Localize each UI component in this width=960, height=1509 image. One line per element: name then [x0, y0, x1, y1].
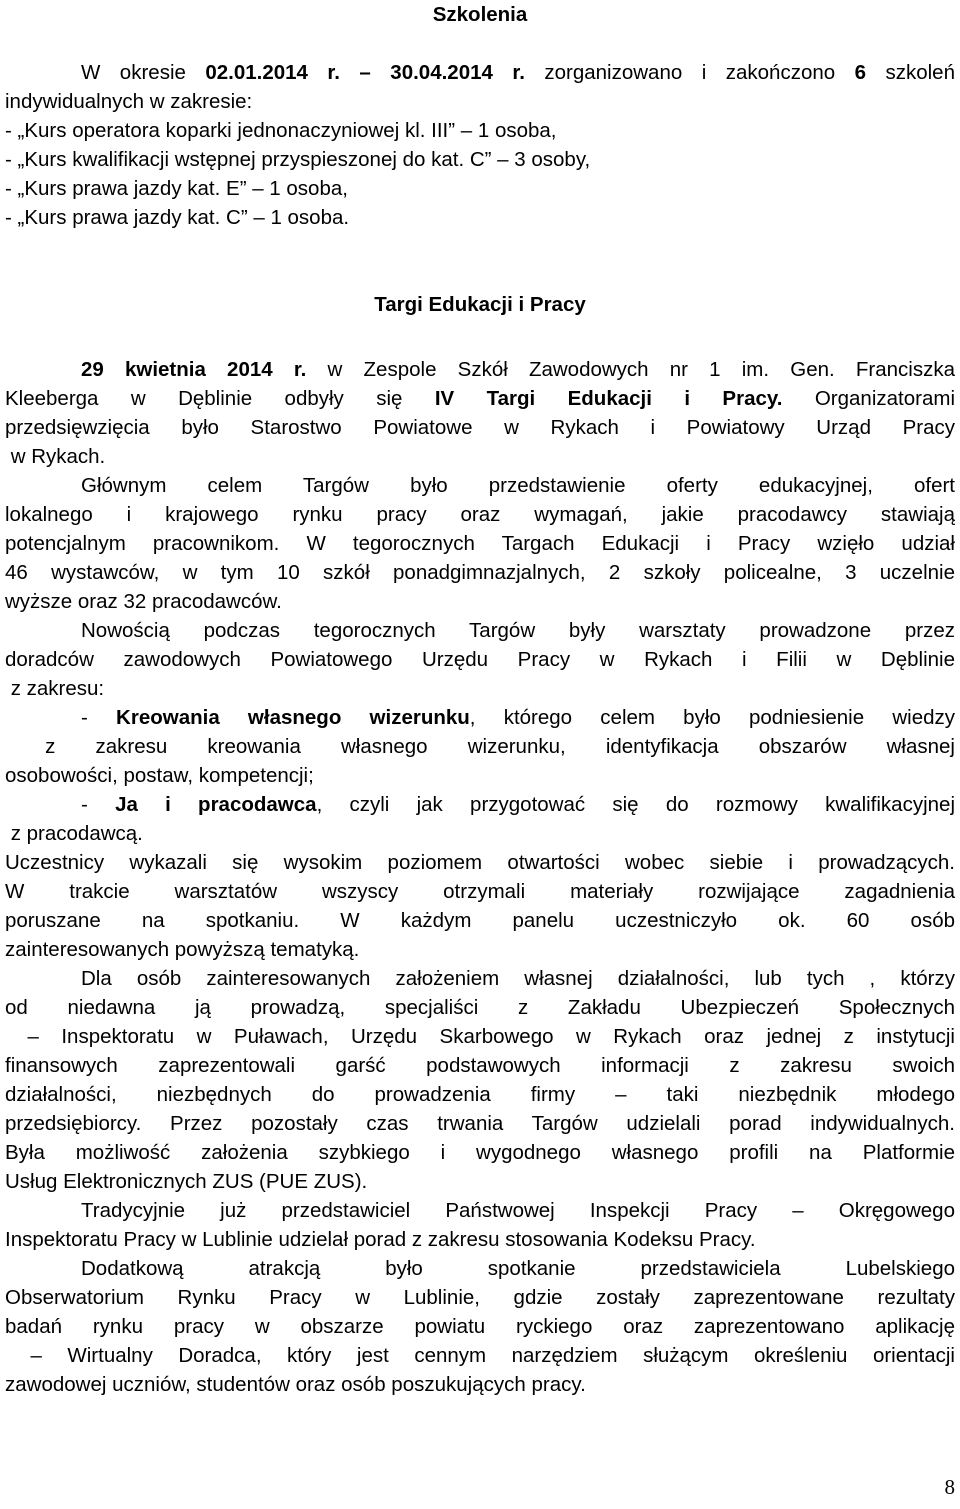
date-dash: –	[339, 61, 391, 84]
course-count: 6	[854, 61, 867, 84]
paragraph-line: 46 wystawców, w tym 10 szkół ponadgimnazjalnych, 2 szkoły policealne, 3 uczelnie	[5, 561, 955, 584]
paragraph-line: – Inspektoratu w Puławach, Urzędu Skarbowego w Rykach oraz jednej z instytucji	[5, 1025, 955, 1048]
paragraph-line: Uczestnicy wykazali się wysokim poziomem otwartości wobec siebie i prowadzących.	[5, 851, 955, 874]
paragraph-line: z zakresu kreowania własnego wizerunku, identyfikacja obszarów własnej	[5, 735, 955, 758]
paragraph-line: Usług Elektronicznych ZUS (PUE ZUS).	[5, 1170, 368, 1193]
paragraph-line: finansowych zaprezentowali garść podstawowych informacji z zakresu swoich	[5, 1054, 955, 1077]
intro-text: W okresie	[81, 61, 206, 84]
section-title-szkolenia: Szkolenia	[432, 3, 528, 26]
paragraph-line: z pracodawcą.	[5, 822, 143, 845]
paragraph-text: Organizatorami	[782, 387, 955, 410]
paragraph-line: W trakcie warsztatów wszyscy otrzymali materiały rozwijające zagadnienia	[5, 880, 955, 903]
paragraph-line: w Rykach.	[5, 445, 106, 468]
paragraph-text: , czyli jak przygotować się do rozmowy kwalifikacyjnej	[316, 793, 955, 816]
paragraph-line	[5, 355, 955, 384]
event-date: 29 kwietnia 2014 r.	[81, 358, 307, 381]
paragraph-line: zawodowej uczniów, studentów oraz osób poszukujących pracy.	[5, 1373, 586, 1396]
paragraph-line: z zakresu:	[5, 677, 105, 700]
paragraph-line: osobowości, postaw, kompetencji;	[5, 764, 314, 787]
paragraph-line: Nowością podczas tegorocznych Targów były warsztaty prowadzone przez	[81, 619, 955, 642]
paragraph-text: w Zespole Szkół Zawodowych nr 1 im. Gen. Franciszka	[306, 358, 955, 381]
spacer	[5, 319, 955, 355]
paragraph-line: doradców zawodowych Powiatowego Urzędu Pracy w Rykach i Filii w Dęblinie	[5, 648, 955, 671]
workshop-item	[5, 790, 955, 819]
spacer	[5, 261, 955, 290]
workshop-title: Kreowania własnego wizerunku	[116, 706, 470, 729]
intro-text: zorganizowano i zakończono	[524, 61, 855, 84]
page-number: 8	[944, 1475, 955, 1499]
course-item: - „Kurs prawa jazdy kat. E” – 1 osoba,	[5, 177, 348, 200]
intro-text: szkoleń	[866, 61, 955, 84]
paragraph-text: , którego celem było podniesienie wiedzy	[469, 706, 955, 729]
section-title-targi: Targi Edukacji i Pracy	[374, 293, 586, 316]
intro-line-1	[5, 58, 955, 87]
paragraph-line: Inspektoratu Pracy w Lublinie udzielał porad z zakresu stosowania Kodeksu Pracy.	[5, 1228, 756, 1251]
spacer	[5, 232, 955, 261]
spacer	[5, 29, 955, 58]
paragraph-line: Obserwatorium Rynku Pracy w Lublinie, gdzie zostały zaprezentowane rezultaty	[5, 1286, 955, 1309]
paragraph-line: Głównym celem Targów było przedstawienie oferty edukacyjnej, ofert	[81, 474, 955, 497]
bullet-dash: -	[81, 706, 117, 729]
paragraph-line: przedsięwzięcia było Starostwo Powiatowe w Rykach i Powiatowy Urząd Pracy	[5, 416, 955, 439]
paragraph-text: Kleeberga w Dęblinie odbyły się	[5, 387, 435, 410]
paragraph-line: Dla osób zainteresowanych założeniem własnej działalności, lub tych , którzy	[81, 967, 955, 990]
course-item: - „Kurs kwalifikacji wstępnej przyspieszonej do kat. C” – 3 osoby,	[5, 148, 591, 171]
paragraph-line	[5, 384, 955, 413]
bullet-dash: -	[81, 793, 116, 816]
workshop-item	[5, 703, 955, 732]
paragraph-line: Była możliwość założenia szybkiego i wygodnego własnego profili na Platformie	[5, 1141, 955, 1164]
course-item: - „Kurs operatora koparki jednonaczyniowej kl. III” – 1 osoba,	[5, 119, 557, 142]
paragraph-line: potencjalnym pracownikom. W tegorocznych Targach Edukacji i Pracy wzięło udział	[5, 532, 955, 555]
document-page	[5, 0, 955, 1399]
workshop-title: Ja i pracodawca	[115, 793, 317, 816]
paragraph-line: wyższe oraz 32 pracodawców.	[5, 590, 282, 613]
paragraph-line: badań rynku pracy w obszarze powiatu ryckiego oraz zaprezentowano aplikację	[5, 1315, 955, 1338]
paragraph-line: – Wirtualny Doradca, który jest cennym narzędziem służącym określeniu orientacji	[5, 1344, 955, 1367]
date-from: 02.01.2014 r.	[205, 61, 340, 84]
intro-line-2: indywidualnych w zakresie:	[5, 90, 253, 113]
event-name: IV Targi Edukacji i Pracy.	[434, 387, 783, 410]
date-to: 30.04.2014 r.	[390, 61, 525, 84]
paragraph-line: Tradycyjnie już przedstawiciel Państwowej Inspekcji Pracy – Okręgowego	[81, 1199, 955, 1222]
paragraph-line: poruszane na spotkaniu. W każdym panelu uczestniczyło ok. 60 osób	[5, 909, 955, 932]
paragraph-line: działalności, niezbędnych do prowadzenia firmy – taki niezbędnik młodego	[5, 1083, 955, 1106]
paragraph-line: od niedawna ją prowadzą, specjaliści z Zakładu Ubezpieczeń Społecznych	[5, 996, 955, 1019]
paragraph-line: Dodatkową atrakcją było spotkanie przedstawiciela Lubelskiego	[81, 1257, 955, 1280]
paragraph-line: lokalnego i krajowego rynku pracy oraz wymagań, jakie pracodawcy stawiają	[5, 503, 955, 526]
paragraph-line: zainteresowanych powyższą tematyką.	[5, 938, 360, 961]
paragraph-line: przedsiębiorcy. Przez pozostały czas trwania Targów udzielali porad indywidualnych.	[5, 1112, 955, 1135]
course-item: - „Kurs prawa jazdy kat. C” – 1 osoba.	[5, 206, 350, 229]
